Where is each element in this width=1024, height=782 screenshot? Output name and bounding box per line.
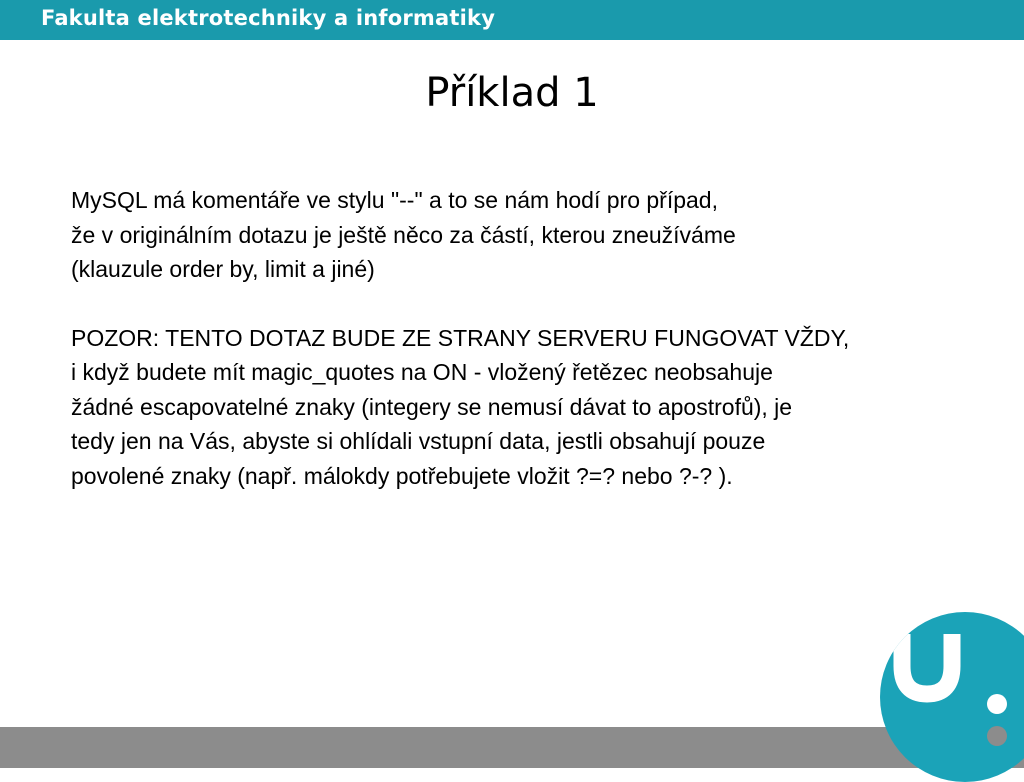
paragraph <box>71 321 991 494</box>
slide-body <box>71 183 991 493</box>
university-u-logo-icon <box>880 612 1024 782</box>
text-line: i když budete mít magic_quotes na ON - vložený řetězec neobsahuje <box>71 359 773 385</box>
text-line: tedy jen na Vás, abyste si ohlídali vstupní data, jestli obsahují pouze <box>71 428 766 454</box>
text-line: žádné escapovatelné znaky (integery se nemusí dávat to apostrofů), je <box>71 393 793 420</box>
text-line: povolené znaky (např. málokdy potřebujete vložit ?=? nebo ?-? ). <box>71 462 733 489</box>
text-line: POZOR: TENTO DOTAZ BUDE ZE STRANY SERVERU FUNGOVAT VŽDY, <box>71 324 850 351</box>
paragraph <box>71 183 991 287</box>
faculty-name: Fakulta elektrotechniky a informatiky <box>41 6 496 30</box>
text-line: MySQL má komentáře ve stylu "--" a to se nám hodí pro případ, <box>71 187 718 213</box>
logo-graphic <box>880 612 1024 782</box>
text-line: že v originálním dotazu je ještě něco za částí, kterou zneužíváme <box>71 221 736 248</box>
text-line: (klauzule order by, limit a jiné) <box>71 256 375 282</box>
footer-bar <box>0 727 1024 768</box>
slide-title: Příklad 1 <box>425 70 599 116</box>
header-bar <box>0 0 1024 40</box>
